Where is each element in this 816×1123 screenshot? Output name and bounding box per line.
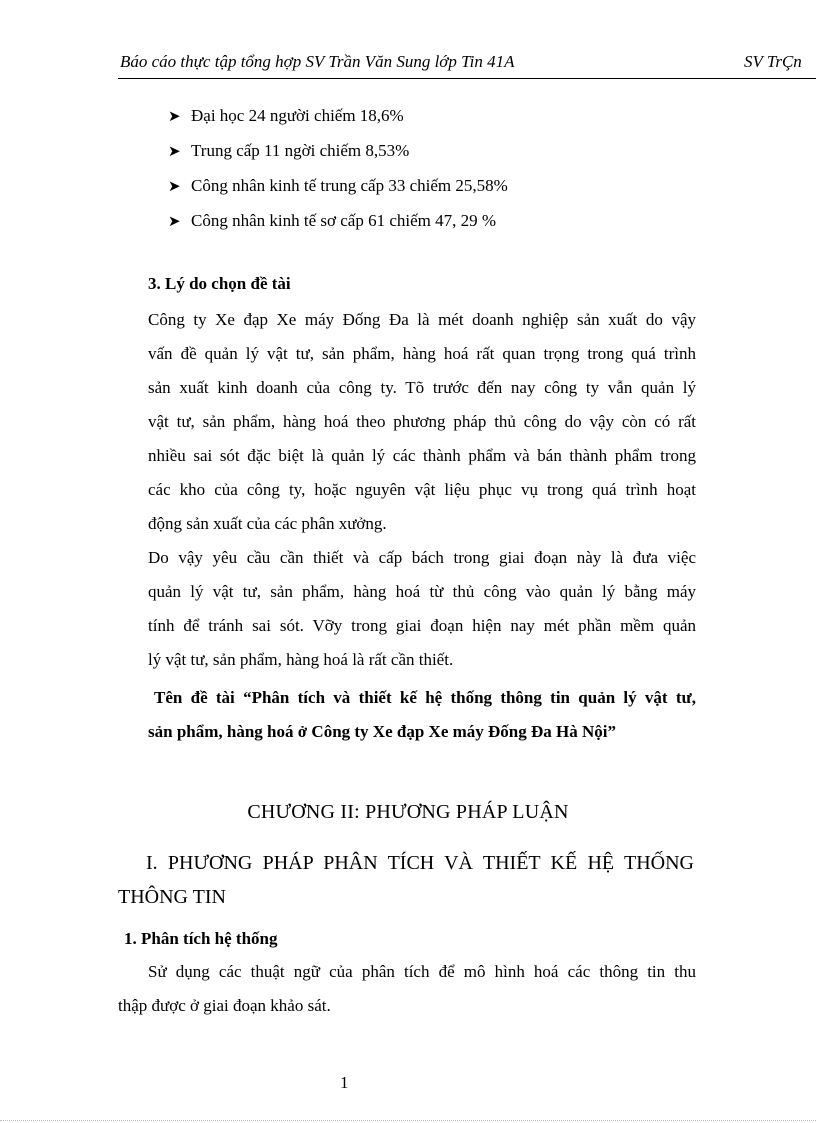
text-line: Tên đề tài “Phân tích và thiết kế hệ thống thông tin quản lý vật tư, xyxy=(154,688,696,707)
list-item xyxy=(168,98,508,133)
page-bottom-edge xyxy=(0,1120,816,1121)
list-item-text: Đại học 24 người chiếm 18,6% xyxy=(191,106,404,125)
section-3-heading: 3. Lý do chọn đề tài xyxy=(148,274,291,293)
text-line: Sử dụng các thuật ngữ của phân tích để mô hình hoá các thông tin thu xyxy=(148,962,696,981)
text-line: vật tư, sản phẩm, hàng hoá theo phương pháp thủ công do vậy còn có rất xyxy=(148,412,696,431)
text-line: động sản xuất của các phân xưởng. xyxy=(148,514,387,533)
text-line: thập được ở giai đoạn khảo sát. xyxy=(118,996,331,1015)
section-1-title xyxy=(118,846,694,914)
text-line: nhiều sai sót đặc biệt là quản lý các thành phẩm và bán thành phẩm trong xyxy=(148,446,696,465)
arrow-bullet-icon: ➤ xyxy=(168,109,181,125)
arrow-bullet-icon: ➤ xyxy=(168,144,181,160)
text-line: vấn đề quản lý vật tư, sản phẩm, hàng hoá rất quan trọng trong quá trình xyxy=(148,344,696,363)
chapter-title: CHƯƠNG II: PHƯƠNG PHÁP LUẬN xyxy=(247,801,569,823)
list-item-text: Công nhân kinh tế sơ cấp 61 chiếm 47, 29 % xyxy=(191,211,497,230)
page-number: 1 xyxy=(340,1073,349,1092)
text-line: lý vật tư, sản phẩm, hàng hoá là rất cần thiết. xyxy=(148,650,454,669)
header-title: Báo cáo thực tập tổng hợp SV Trần Văn Sung lớp Tin 41A xyxy=(120,52,515,71)
text-line: Công ty Xe đạp Xe máy Đống Đa là mét doanh nghiệp sản xuất do vậy xyxy=(148,310,696,329)
text-line: sản xuất kinh doanh của công ty. Tõ trước đến nay công ty vẫn quản lý xyxy=(148,378,696,397)
arrow-bullet-icon: ➤ xyxy=(168,214,181,230)
statistics-list xyxy=(168,98,508,238)
list-item-text: Trung cấp 11 ngời chiếm 8,53% xyxy=(191,141,410,160)
text-line: THÔNG TIN xyxy=(118,886,226,908)
topic-title-continued xyxy=(148,715,696,749)
list-item-text: Công nhân kinh tế trung cấp 33 chiếm 25,58% xyxy=(191,176,508,195)
text-line: Do vậy yêu cầu cần thiết và cấp bách trong giai đoạn này là đưa việc xyxy=(148,548,696,567)
text-line: sản phẩm, hàng hoá ở Công ty Xe đạp Xe máy Đống Đa Hà Nội” xyxy=(148,722,617,741)
subsection-1-heading: 1. Phân tích hệ thống xyxy=(124,929,278,948)
text-line: các kho của công ty, hoặc nguyên vật liệu phục vụ trong quá trình hoạt xyxy=(148,480,696,499)
subsection-1-body-continued xyxy=(118,989,696,1023)
list-item xyxy=(168,133,508,168)
list-item xyxy=(168,168,508,203)
topic-title xyxy=(154,681,696,715)
arrow-bullet-icon: ➤ xyxy=(168,179,181,195)
text-line: tính để tránh sai sót. Vỡy trong giai đoạn hiện nay mét phần mềm quản xyxy=(148,616,696,635)
text-line: quản lý vật tư, sản phẩm, hàng hoá từ thủ công vào quản lý bằng máy xyxy=(148,582,696,601)
section-3-paragraph-2 xyxy=(148,541,696,677)
section-3-paragraph-1 xyxy=(148,303,696,541)
header-author: SV TrÇn xyxy=(744,52,802,71)
list-item xyxy=(168,203,508,238)
subsection-1-body xyxy=(148,955,696,989)
header-rule xyxy=(118,78,816,79)
page-header xyxy=(118,52,816,76)
text-line: I. PHƯƠNG PHÁP PHÂN TÍCH VÀ THIẾT KẾ HỆ THỐNG xyxy=(146,852,694,874)
